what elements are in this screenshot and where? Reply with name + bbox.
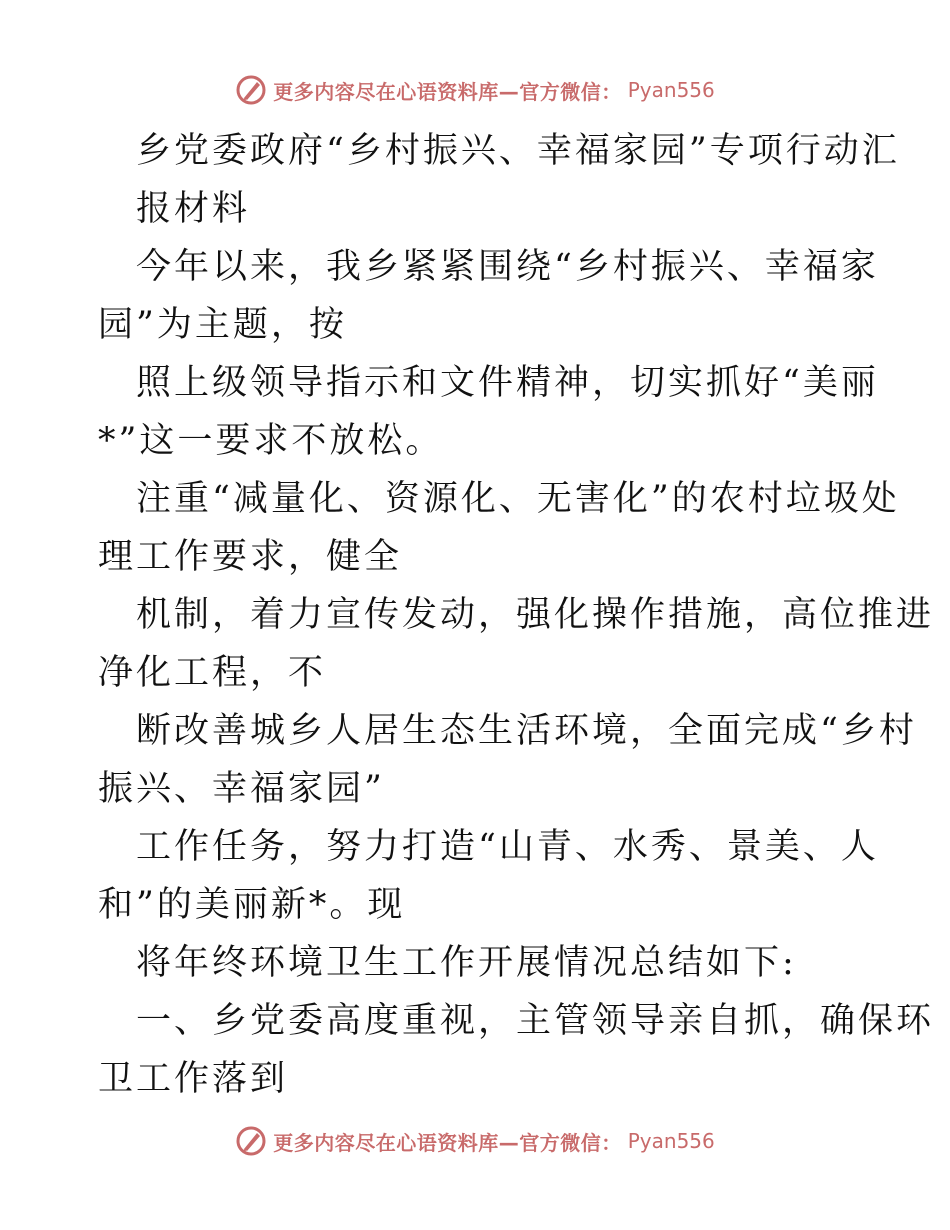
text-line: 和”的美丽新*。现 bbox=[98, 885, 406, 925]
watermark-text: 更多内容尽在心语资料库—官方微信： bbox=[273, 1130, 622, 1155]
footer-watermark bbox=[0, 1123, 950, 1159]
text-line: 一、乡党委高度重视，主管领导亲自抓，确保环 bbox=[136, 1001, 935, 1041]
text-line: 报材料 bbox=[136, 189, 251, 229]
quill-logo-icon bbox=[235, 74, 267, 106]
quill-logo-icon bbox=[235, 1125, 267, 1157]
header-watermark bbox=[0, 72, 950, 108]
text-line: 卫工作落到 bbox=[98, 1059, 289, 1099]
watermark-wechat-id: Pyan556 bbox=[627, 78, 715, 102]
text-line: 振兴、幸福家园” bbox=[98, 769, 385, 809]
text-line: *”这一要求不放松。 bbox=[98, 421, 444, 461]
text-line: 照上级领导指示和文件精神，切实抓好“美丽 bbox=[136, 363, 879, 403]
text-line: 园”为主题，按 bbox=[98, 305, 347, 345]
text-line: 将年终环境卫生工作开展情况总结如下: bbox=[136, 943, 797, 983]
document-body bbox=[98, 122, 935, 1108]
text-line: 工作任务，努力打造“山青、水秀、景美、人 bbox=[136, 827, 879, 867]
text-line: 净化工程，不 bbox=[98, 653, 327, 693]
watermark-wechat-id: Pyan556 bbox=[627, 1129, 715, 1153]
text-line: 断改善城乡人居生态生活环境，全面完成“乡村 bbox=[136, 711, 917, 751]
text-line: 注重“减量化、资源化、无害化”的农村垃圾处 bbox=[136, 479, 900, 519]
text-line: 机制，着力宣传发动，强化操作措施，高位推进 bbox=[136, 595, 935, 635]
watermark-text: 更多内容尽在心语资料库—官方微信： bbox=[273, 79, 622, 104]
text-line: 乡党委政府“乡村振兴、幸福家园”专项行动汇 bbox=[136, 131, 900, 171]
text-line: 今年以来，我乡紧紧围绕“乡村振兴、幸福家 bbox=[136, 247, 879, 287]
text-line: 理工作要求，健全 bbox=[98, 537, 403, 577]
